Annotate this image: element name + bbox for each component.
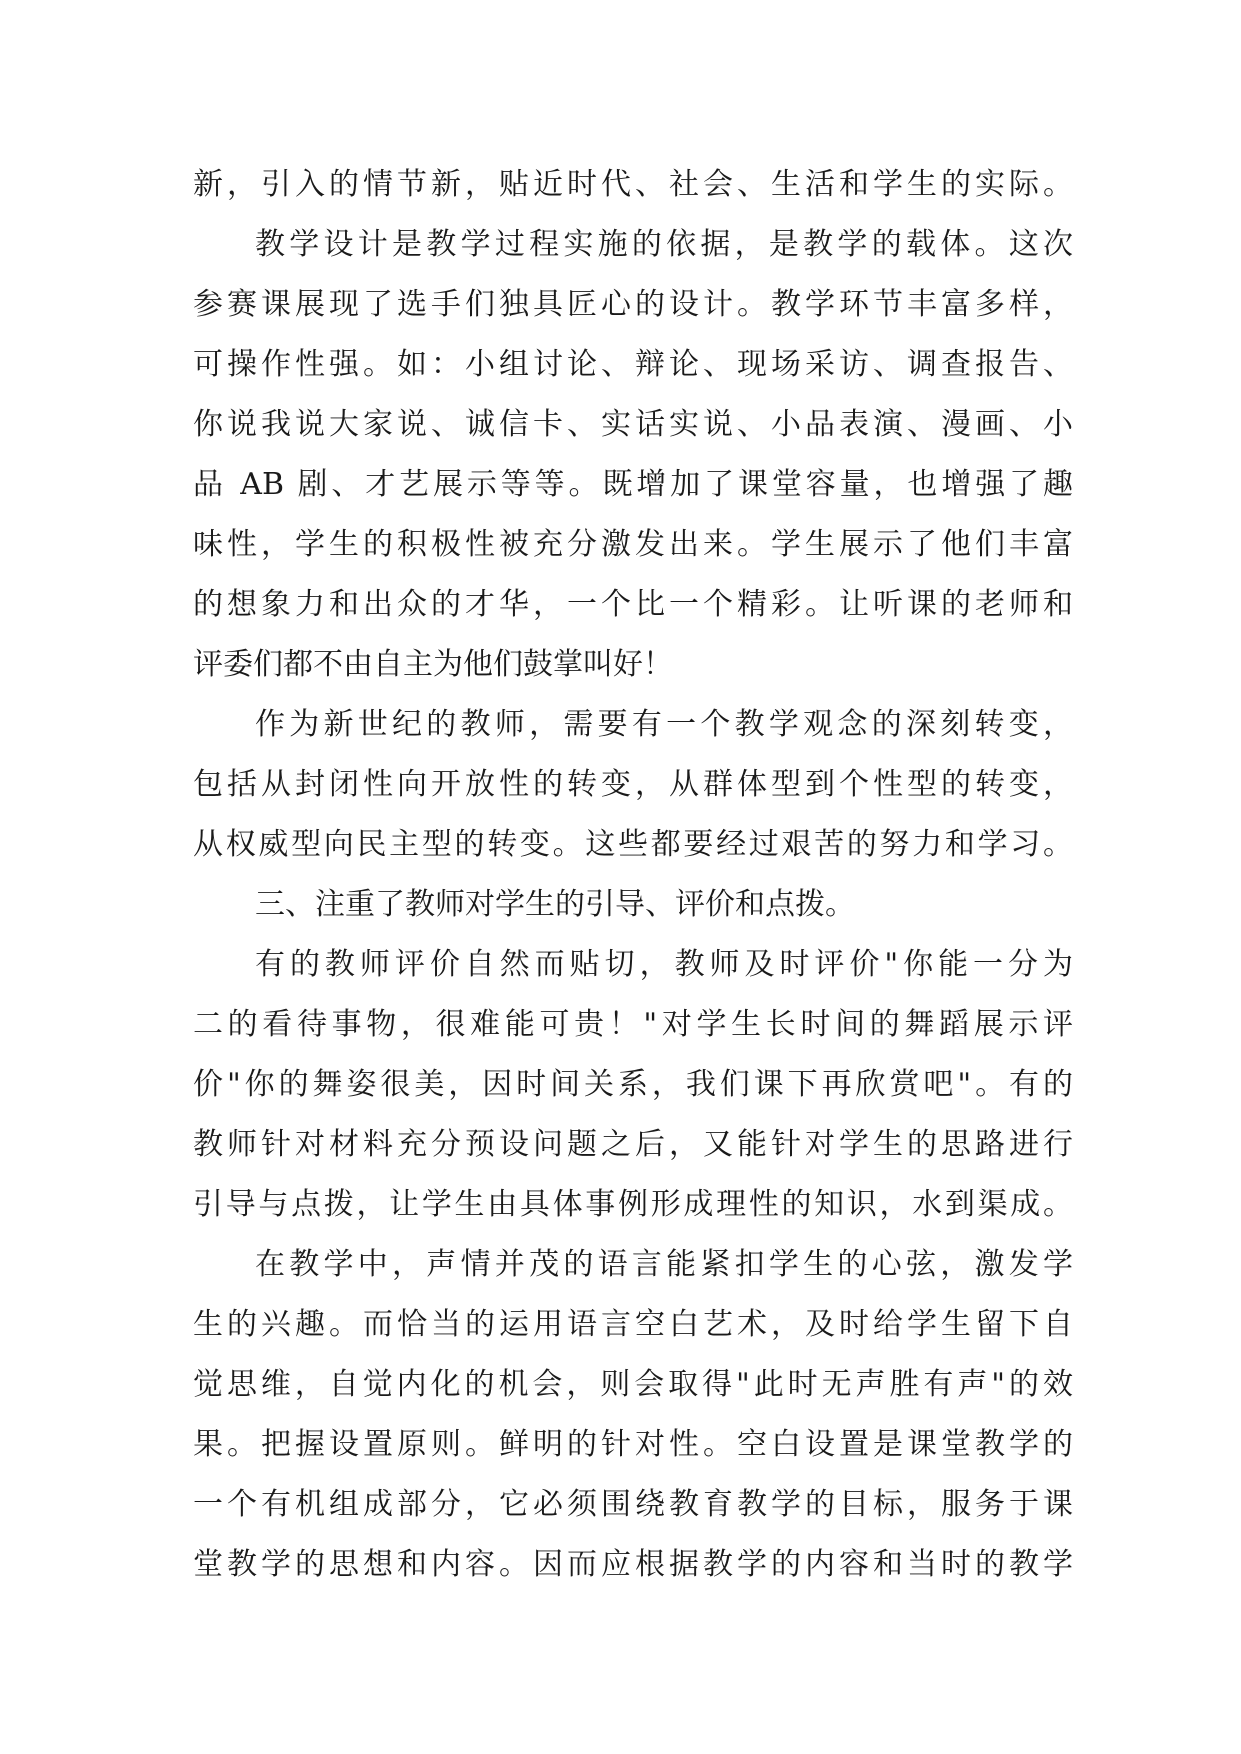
text-line: 果。把握设置原则。鲜明的针对性。空白设置是课堂教学的	[193, 1427, 1073, 1462]
text-line: 可操作性强。如：小组讨论、辩论、现场采访、调查报告、	[193, 347, 1073, 382]
text-line: 觉思维，自觉内化的机会，则会取得"此时无声胜有声"的效	[193, 1367, 1073, 1402]
text-line: 从权威型向民主型的转变。这些都要经过艰苦的努力和学习。	[193, 827, 1073, 862]
paragraph-start-line: 教学设计是教学过程实施的依据，是教学的载体。这次	[255, 227, 1073, 262]
text-line: 教师针对材料充分预设问题之后，又能针对学生的思路进行	[193, 1127, 1073, 1162]
text-line: 品 AB 剧、才艺展示等等。既增加了课堂容量，也增强了趣	[193, 467, 1073, 502]
section-heading: 三、注重了教师对学生的引导、评价和点拨。	[255, 887, 855, 922]
text-line: 堂教学的思想和内容。因而应根据教学的内容和当时的教学	[193, 1547, 1073, 1582]
text-line: 一个有机组成部分，它必须围绕教育教学的目标，服务于课	[193, 1487, 1073, 1522]
text-line: 参赛课展现了选手们独具匠心的设计。教学环节丰富多样，	[193, 287, 1073, 322]
paragraph-start-line: 有的教师评价自然而贴切，教师及时评价"你能一分为	[255, 947, 1073, 982]
document-body	[193, 155, 1073, 1595]
paragraph-start-line: 在教学中，声情并茂的语言能紧扣学生的心弦，激发学	[255, 1247, 1073, 1282]
text-line: 二的看待事物，很难能可贵！"对学生长时间的舞蹈展示评	[193, 1007, 1073, 1042]
text-line: 新，引入的情节新，贴近时代、社会、生活和学生的实际。	[193, 167, 1073, 202]
paragraph-end-line: 评委们都不由自主为他们鼓掌叫好！	[193, 647, 673, 682]
text-line: 生的兴趣。而恰当的运用语言空白艺术，及时给学生留下自	[193, 1307, 1073, 1342]
text-line: 价"你的舞姿很美，因时间关系，我们课下再欣赏吧"。有的	[193, 1067, 1073, 1102]
paragraph-start-line: 作为新世纪的教师，需要有一个教学观念的深刻转变，	[255, 707, 1073, 742]
text-line: 包括从封闭性向开放性的转变，从群体型到个性型的转变，	[193, 767, 1073, 802]
text-line: 你说我说大家说、诚信卡、实话实说、小品表演、漫画、小	[193, 407, 1073, 442]
text-line: 的想象力和出众的才华，一个比一个精彩。让听课的老师和	[193, 587, 1073, 622]
text-line: 味性，学生的积极性被充分激发出来。学生展示了他们丰富	[193, 527, 1073, 562]
text-line: 引导与点拨，让学生由具体事例形成理性的知识，水到渠成。	[193, 1187, 1073, 1222]
